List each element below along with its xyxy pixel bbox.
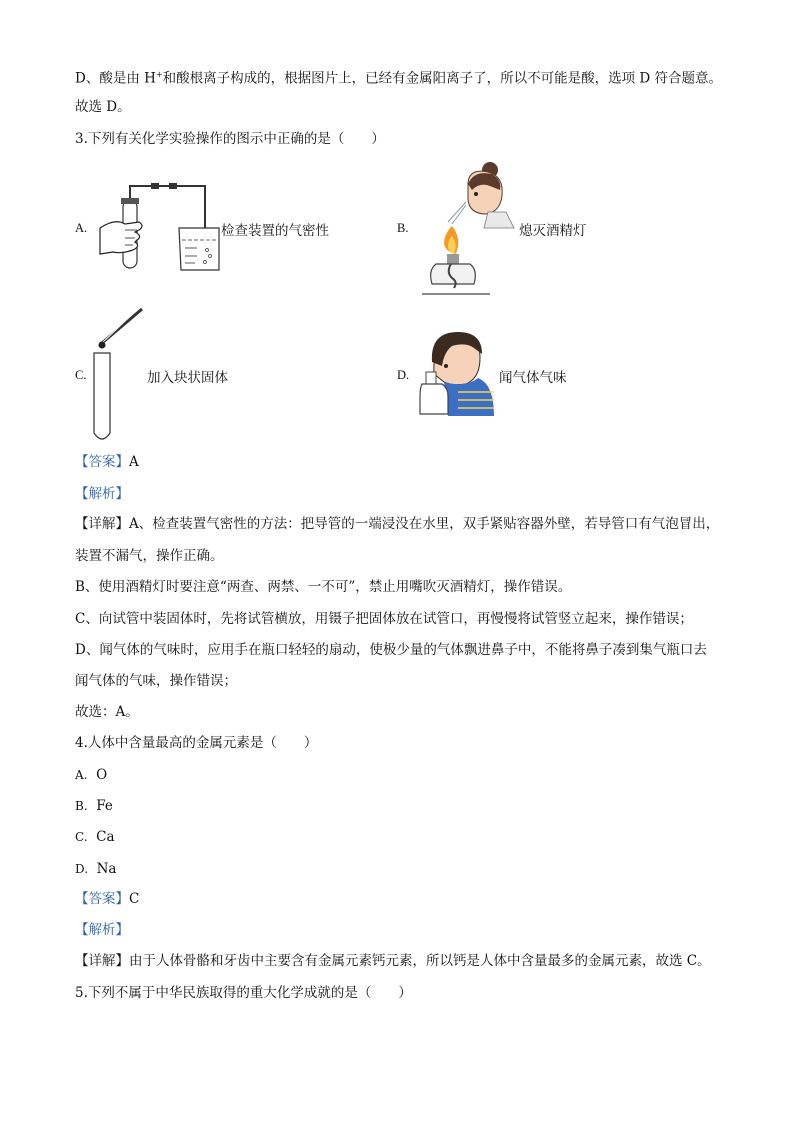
- q3-detail-line-3: B、使用酒精灯时要注意“两查、两禁、一不可”，禁止用嘴吹灭酒精灯，操作错误。: [75, 579, 572, 595]
- q4-option-b: B. Fe: [75, 798, 113, 814]
- q3-answer: [75, 453, 139, 471]
- answer-value: A: [129, 454, 139, 470]
- q4-stem: 4.人体中含量最高的金属元素是（ ）: [75, 735, 318, 751]
- blowing-out-lamp-illustration: [418, 160, 518, 298]
- answer-tag: 【答案】: [75, 891, 129, 907]
- q4-detail: 【详解】由于人体骨骼和牙齿中主要含有金属元素钙元素，所以钙是人体中含量最多的金属元素，故选 C。: [75, 953, 711, 969]
- q4-answer: [75, 890, 139, 908]
- q3-analysis-tag: 【解析】: [75, 486, 129, 502]
- prev-option-d-line: D、酸是由 H+和酸根离子构成的，根据图片上，已经有金属阳离子了，所以不可能是酸，选项 D 符合题意。: [75, 70, 722, 87]
- answer-value: C: [129, 891, 140, 907]
- q3-option-c-caption: 加入块状固体: [147, 370, 228, 386]
- airtight-check-illustration: [95, 178, 225, 274]
- q4-option-d: D. Na: [75, 861, 117, 877]
- q3-option-d-caption: 闻气体气味: [499, 370, 567, 386]
- q4-option-c: C. Ca: [75, 829, 115, 845]
- q4-option-a: A. O: [75, 767, 108, 783]
- q3-option-a-caption: 检查装置的气密性: [221, 223, 329, 239]
- q3-detail-line-5: D、闻气体的气味时，应用手在瓶口轻轻的扇动，使极少量的气体飘进鼻子中，不能将鼻子凑到集气瓶口去: [75, 642, 707, 658]
- q4-analysis-tag: 【解析】: [75, 922, 129, 938]
- q3-option-b-letter: B.: [397, 221, 409, 235]
- q3-detail-line-2: 装置不漏气，操作正确。: [75, 548, 224, 564]
- q3-option-b-caption: 熄灭酒精灯: [519, 223, 587, 239]
- q3-option-c-letter: C.: [75, 368, 87, 382]
- prev-conclusion: 故选 D。: [75, 99, 131, 115]
- q3-detail-line-7: 故选：A。: [75, 704, 139, 720]
- smelling-gas-illustration: [418, 326, 498, 416]
- q3-stem: 3.下列有关化学实验操作的图示中正确的是（ ）: [75, 131, 385, 147]
- q3-option-a-letter: A.: [75, 221, 88, 235]
- adding-solid-illustration: [90, 305, 150, 443]
- q5-stem: 5.下列不属于中华民族取得的重大化学成就的是（ ）: [75, 985, 412, 1001]
- q3-detail-line-4: C、向试管中装固体时，先将试管横放，用镊子把固体放在试管口，再慢慢将试管竖立起来，操作错误；: [75, 611, 693, 627]
- q3-detail-line-6: 闻气体的气味，操作错误；: [75, 673, 237, 689]
- q3-option-d-letter: D.: [397, 368, 410, 382]
- q3-detail-line-1: 【详解】A、检查装置气密性的方法：把导管的一端浸没在水里，双手紧贴容器外壁，若导管口有气泡冒出，: [75, 516, 720, 532]
- answer-tag: 【答案】: [75, 454, 129, 470]
